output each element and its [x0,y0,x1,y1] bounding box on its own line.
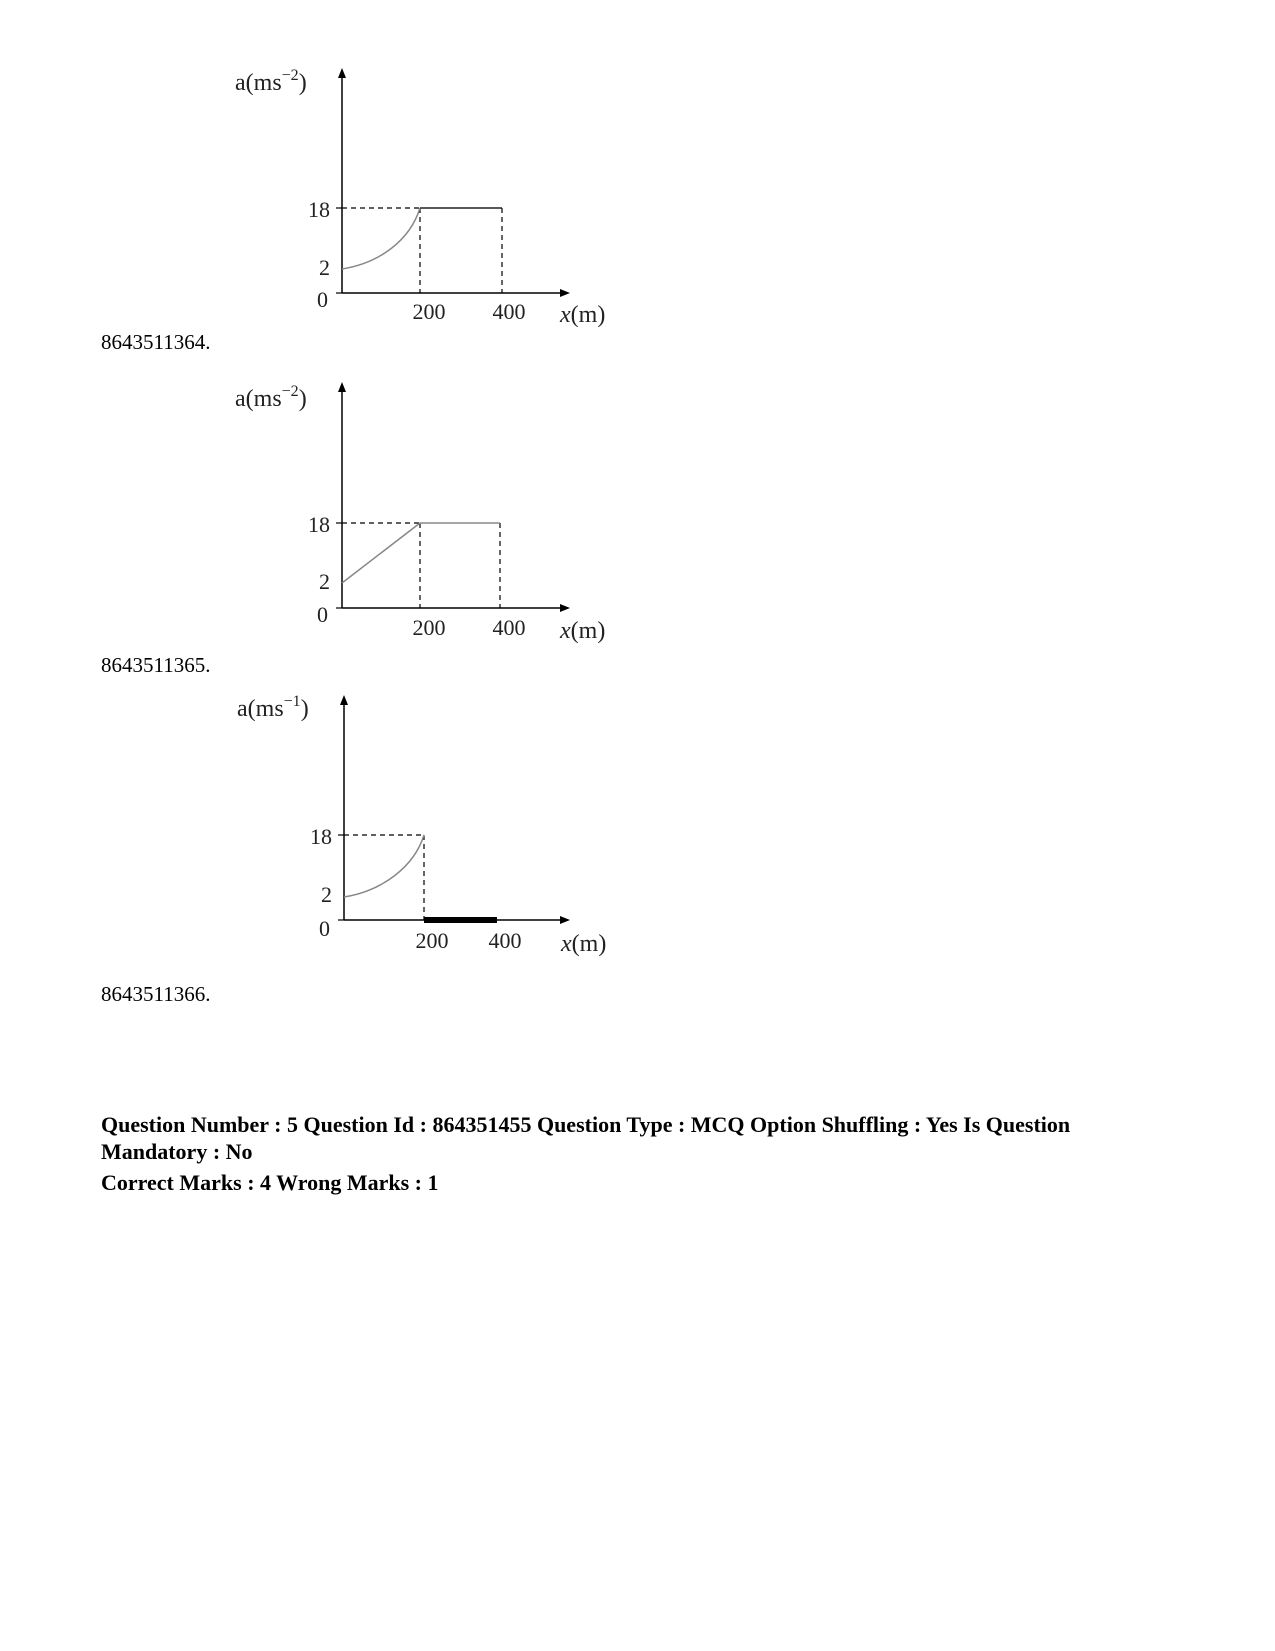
y-tick-label-18: 18 [308,512,330,537]
y-tick-label-2: 2 [319,255,330,280]
marks-info: Correct Marks : 4 Wrong Marks : 1 [101,1170,439,1195]
x-axis-label: x(m) [560,302,606,328]
option-id: 8643511366. [101,982,211,1006]
x-axis-arrow [560,289,570,297]
x-axis-arrow [560,916,570,924]
y-tick-label-2: 2 [321,882,332,907]
series-linear [342,523,420,583]
series-zero-segment [424,917,497,923]
y-tick-label-0: 0 [317,287,328,312]
x-tick-label-200: 200 [412,615,446,640]
x-tick-label-200: 200 [415,928,449,953]
y-tick-label-0: 0 [317,602,328,627]
x-axis-label: x(m) [560,618,606,644]
y-tick-label-0: 0 [319,916,330,941]
x-tick-label-200: 200 [412,299,446,324]
x-axis-arrow [560,604,570,612]
x-axis-label: x(m) [561,931,607,957]
y-axis-label: $a(ms^{-2})$ [235,67,307,96]
y-tick-label-18: 18 [310,824,332,849]
y-tick-label-2: 2 [319,569,330,594]
x-tick-label-400: 400 [492,299,526,324]
y-tick-label-18: 18 [308,197,330,222]
series-curve [342,208,420,269]
y-axis-arrow [338,68,346,78]
option-3 [0,693,700,1050]
y-axis-label: $a(ms^{-2})$ [235,383,307,412]
y-axis-label: $a(ms^{-1})$ [237,693,309,722]
option-id: 8643511364. [101,330,211,354]
option-1 [0,60,700,390]
option-2 [0,383,700,720]
x-tick-label-400: 400 [488,928,522,953]
question-info: Question Number : 5 Question Id : 864351455 Question Type : MCQ Option Shuffling : Yes Is Question Mandatory : No [101,1112,1071,1164]
option-id: 8643511365. [101,653,211,677]
x-tick-label-400: 400 [492,615,526,640]
series-curve [344,835,424,897]
